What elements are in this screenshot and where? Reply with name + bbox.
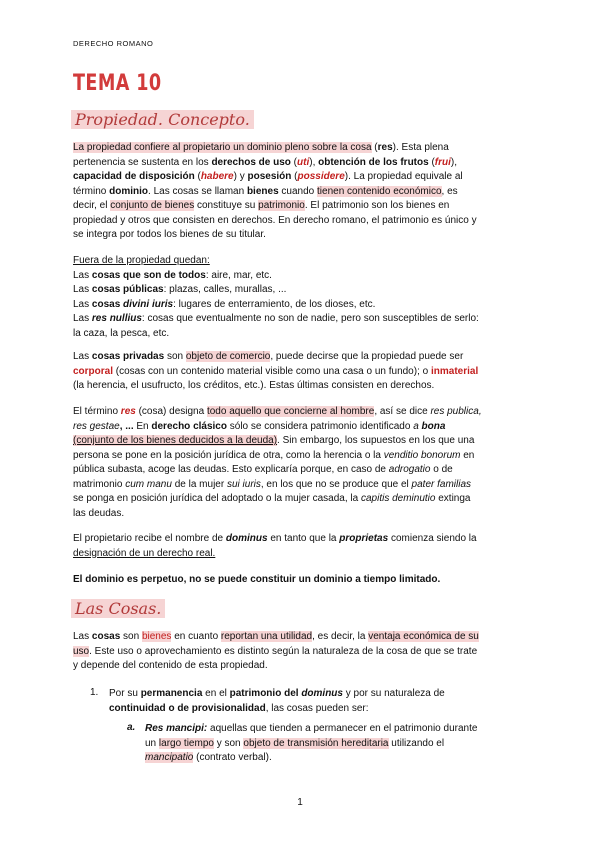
paragraph-propiedad-concepto: La propiedad confiere al propietario un dominio pleno sobre la cosa (res). Esta plena pertenencia se sustenta en los derechos de uso (uti), obtención de los frutos (frui), capacidad de disposición (habere) y posesión (possidere). La propiedad equivale al término dominio. Las cosas se llaman bienes cuando tienen contenido económico, es decir, el conjunto de bienes constituye su patrimonio. El patrimonio son los bienes en propiedad y otros que consisten en derechos. En derecho romano, el patrimonio es único y se integra por todos los bienes de su titular. [73, 142, 477, 240]
paragraph-termino-res: El término res (cosa) designa todo aquello que concierne al hombre, así se dice res publica, res gestae, ... En derecho clásico sólo se considera patrimonio identificado a bona (conjunto de los bienes deducidos a la deuda). Sin embargo, los supuestos en los que una persona se pone en la posición jurídica de otra, como la herencia o la venditio bonorum en pública subasta, acoge las deudas. Esto explicaría porque, en caso de adrogatio o de matrimonio cum manu de la mujer sui iuris, en los que no se produce que el pater familias se ponga en posición jurídica del adoptado o la mujer casada, la capitis deminutio extinga las deudas. [73, 406, 482, 519]
paragraph-dominus: El propietario recibe el nombre de dominus en tanto que la proprietas comienza siendo la designación de un derecho real. [73, 533, 477, 559]
paragraph-dominio-perpetuo: El dominio es perpetuo, no se puede constituir un dominio a tiempo limitado. [73, 574, 441, 585]
list-letter: a. [127, 722, 136, 733]
list-title: Fuera de la propiedad quedan: [73, 255, 210, 266]
list-number: 1. [90, 687, 99, 698]
list-item: Las cosas que son de todos: aire, mar, etc. [73, 269, 272, 281]
list-item: Las cosas públicas: plazas, calles, murallas, ... [73, 284, 287, 295]
list-item: Las res nullius: cosas que eventualmente no son de nadie, pero son susceptibles de serlo: [73, 313, 479, 324]
list-item-permanencia: Por su permanencia en el patrimonio del dominus y por su naturaleza de continuidad o de provisionalidad, las cosas pueden ser: [109, 688, 445, 714]
paragraph-las-cosas: Las cosas son bienes en cuanto reportan una utilidad, es decir, la ventaja económica de su uso. Este uso o aprovechamiento es distinto según la naturaleza de la cosa de que se trate y depende del contenido de esta propiedad. [73, 631, 479, 671]
running-header: DERECHO ROMANO [73, 39, 154, 48]
list-item: Las cosas divini iuris: lugares de enterramiento, de los dioses, etc. [73, 298, 376, 310]
list-item-res-mancipi: Res mancipi: aquellas que tienden a permanecer en el patrimonio durante un largo tiempo y son objeto de transmisión hereditaria utilizando el mancipatio (contrato verbal). [145, 723, 478, 763]
chapter-title: TEMA 10 [73, 71, 162, 96]
list-fuera-de-la-propiedad: Fuera de la propiedad quedan: Las cosas que son de todos: aire, mar, etc. Las cosas públicas: plazas, calles, murallas, ... Las cosas divini iuris: lugares de enterramiento, de los dioses, etc. Las res nullius: cosas que eventualmente no son de nadie, pero son susceptibles de serlo: la caza, la pesca, etc. [73, 254, 527, 341]
section-heading-cosas: Las Cosas. [71, 599, 165, 618]
page-number: 1 [297, 797, 303, 808]
paragraph-cosas-privadas: Las cosas privadas son objeto de comercio, puede decirse que la propiedad puede ser corporal (cosas con un contenido material visible como una casa o un fundo); o inmaterial (la herencia, el usufructo, los créditos, etc.). Estas últimas consisten en derechos. [73, 351, 479, 391]
section-heading-propiedad: Propiedad. Concepto. [71, 110, 254, 129]
